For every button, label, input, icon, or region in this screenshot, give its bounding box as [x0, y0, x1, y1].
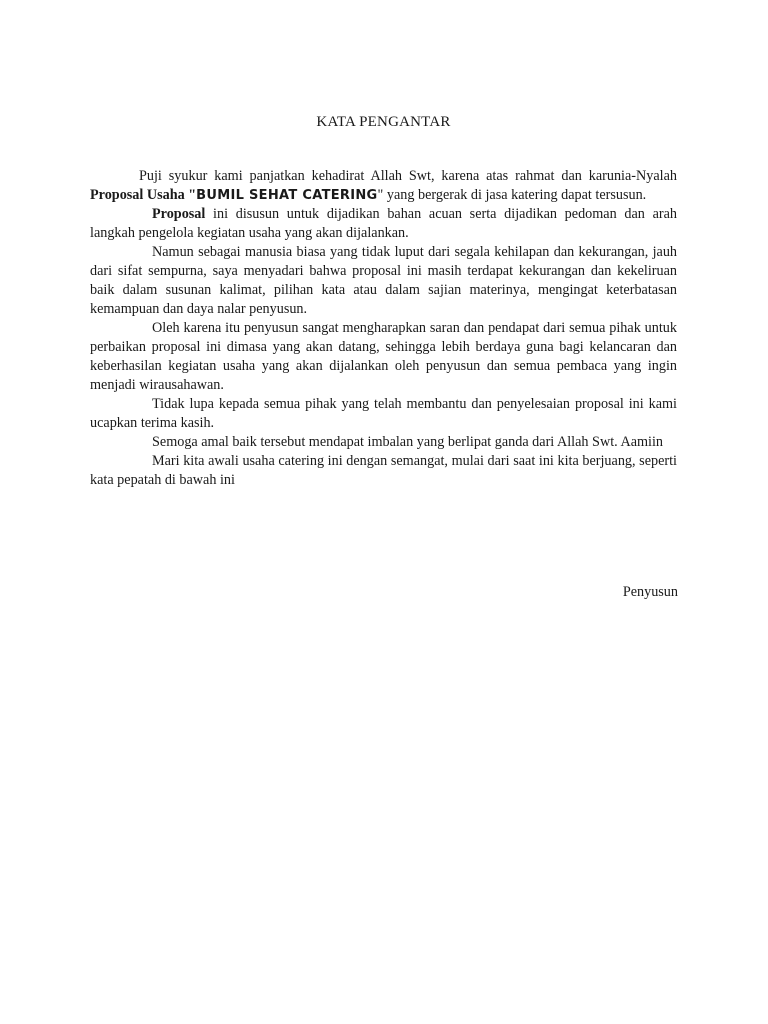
paragraph-closing: Mari kita awali usaha catering ini dengan semangat, mulai dari saat ini kita berjuang, seperti kata pepatah di bawah ini — [90, 453, 677, 488]
document-body — [90, 167, 677, 490]
page-title: KATA PENGANTAR — [316, 114, 451, 130]
proposal-word: Proposal — [152, 206, 206, 222]
paragraph-thanks: Tidak lupa kepada semua pihak yang telah membantu dan penyelesaian proposal ini kami ucapkan terima kasih. — [90, 396, 677, 431]
quote-open: " — [188, 187, 197, 203]
document-page — [90, 113, 677, 490]
paragraph-humility: Namun sebagai manusia biasa yang tidak luput dari segala kehilapan dan kekurangan, jauh dari sifat sempurna, saya menyadari bahwa proposal ini masih terdapat kekurangan dan kekeliruan baik dalam susunan kalimat, pilihan kata atau dalam sajian materinya, mengingat keterbatasan kemampuan dan daya nalar penyusun. — [90, 244, 677, 317]
signature-author: Penyusun — [622, 584, 678, 600]
purpose-text: ini disusun untuk dijadikan bahan acuan serta dijadikan pedoman dan arah langkah pengelola kegiatan usaha yang akan dijalankan. — [90, 206, 677, 241]
quote-close: " — [377, 187, 384, 203]
paragraph-prayer: Semoga amal baik tersebut mendapat imbalan yang berlipat ganda dari Allah Swt. Aamiin — [152, 434, 664, 450]
paragraph-purpose — [90, 205, 677, 243]
intro-text-end: yang bergerak di jasa katering dapat tersusun. — [383, 187, 647, 203]
company-name: BUMIL SEHAT CATERING — [196, 188, 378, 203]
proposal-label: Proposal Usaha — [90, 187, 189, 203]
paragraph-feedback: Oleh karena itu penyusun sangat mengharapkan saran dan pendapat dari semua pihak untuk perbaikan proposal ini dimasa yang akan datang, sehingga lebih berdaya guna bagi kelancaran dan keberhasilan kegiatan usaha yang akan dijalankan oleh penyusun dan semua pembaca yang ingin menjadi wirausahawan. — [90, 320, 677, 393]
paragraph-intro — [90, 167, 677, 205]
intro-text: Puji syukur kami panjatkan kehadirat Allah Swt, karena atas rahmat dan karunia-Nyalah — [139, 168, 677, 184]
